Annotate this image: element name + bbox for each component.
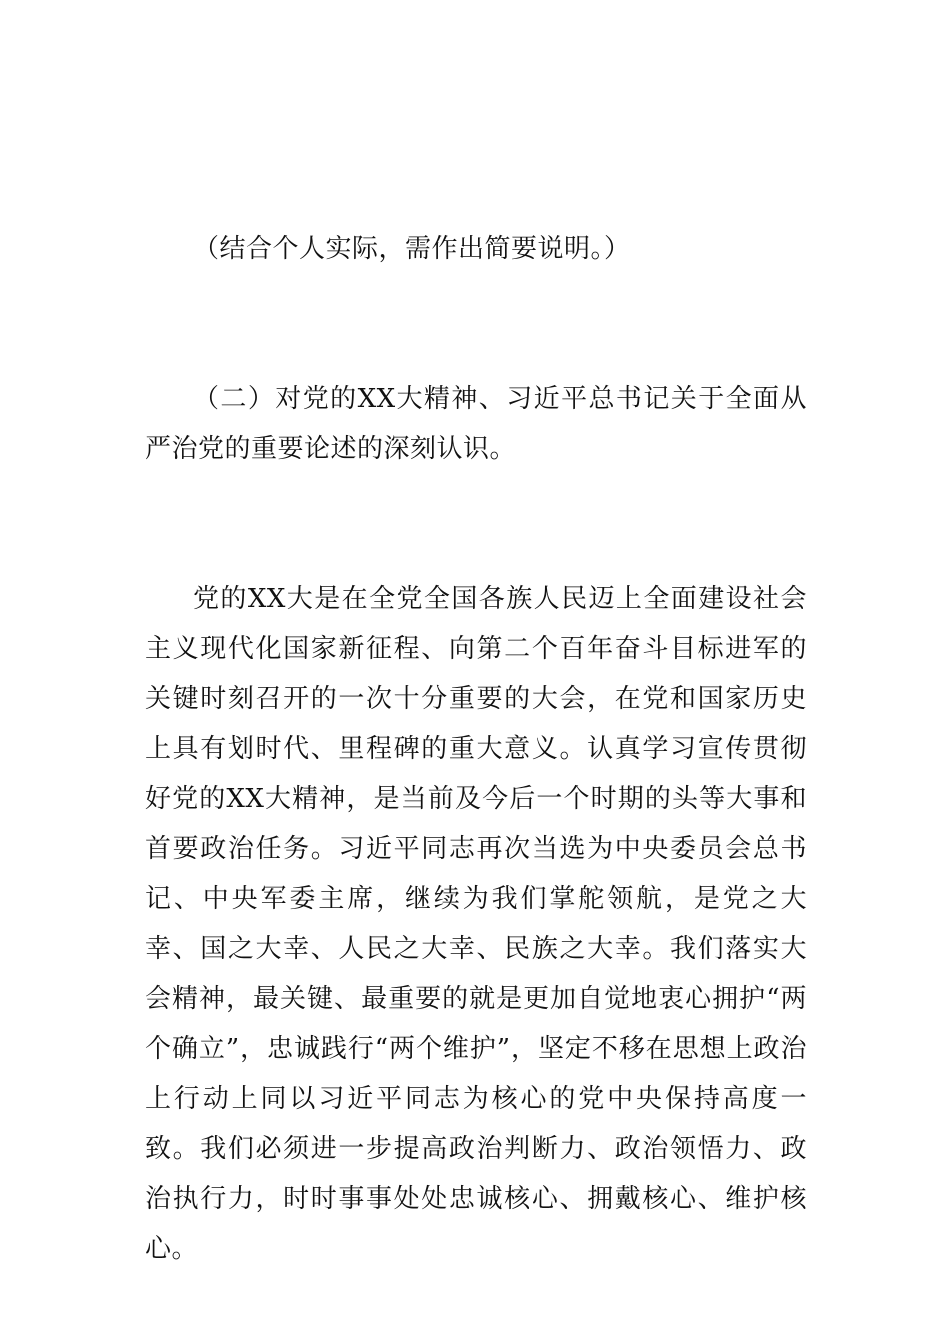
instruction-note: （结合个人实际，需作出简要说明。） (193, 234, 631, 264)
section-heading: （二）对党的XX大精神、习近平总书记关于全面从严治党的重要论述的深刻认识。 (145, 384, 807, 464)
body-paragraph: 党的XX大是在全党全国各族人民迈上全面建设社会主义现代化国家新征程、向第二个百年奋斗目标进军的关键时刻召开的一次十分重要的大会，在党和国家历史上具有划时代、里程碑的重大意义。认真学习宣传贯彻好党的XX大精神，是当前及今后一个时期的头等大事和首要政治任务。习近平同志再次当选为中央委员会总书记、中央军委主席，继续为我们掌舵领航，是党之大幸、国之大幸、人民之大幸、民族之大幸。我们落实大会精神，最关键、最重要的就是更加自觉地衷心拥护“两个确立”，忠诚践行“两个维护”，坚定不移在思想上政治上行动上同以习近平同志为核心的党中央保持高度一致。我们必须进一步提高政治判断力、政治领悟力、政治执行力，时时事事处处忠诚核心、拥戴核心、维护核心。 (145, 584, 807, 1264)
